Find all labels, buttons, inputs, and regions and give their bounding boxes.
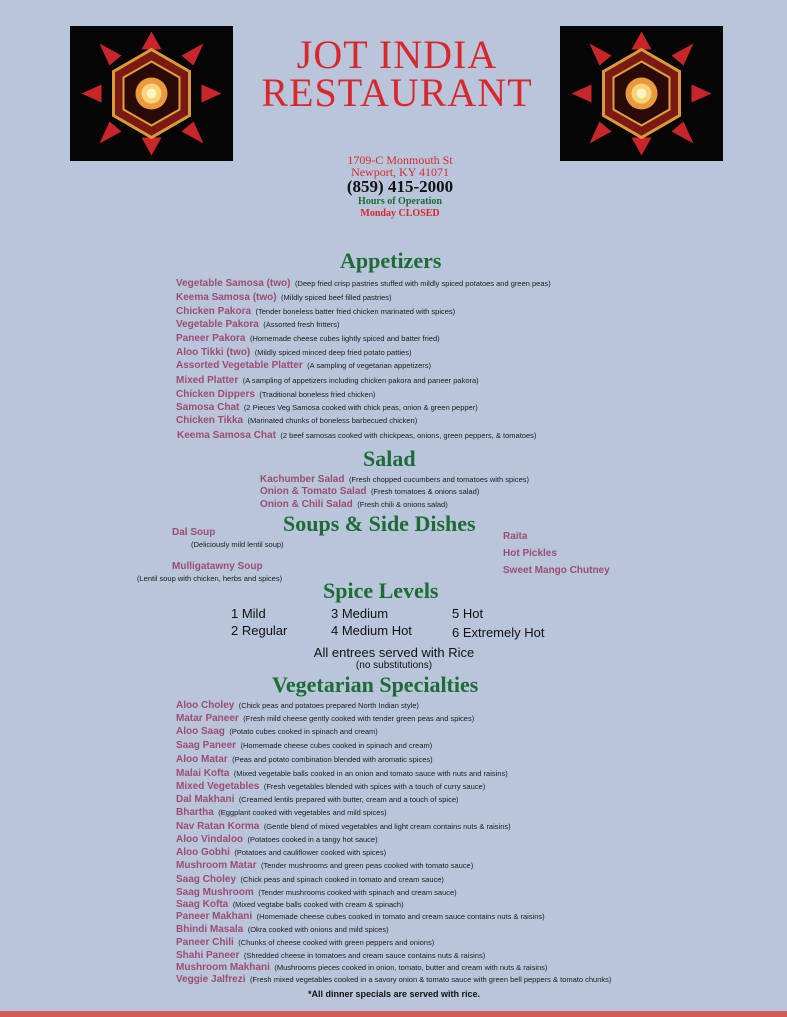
- item-name: Chicken Dippers: [176, 389, 255, 400]
- item-name: Mixed Vegetables: [176, 781, 260, 792]
- item-name: Saag Choley: [176, 874, 237, 885]
- spice-level-5: 5 Hot: [452, 606, 484, 621]
- item-desc: (Tender mushrooms cooked with spinach and cream sauce): [258, 888, 457, 897]
- item-desc: (Shredded cheese in tomatoes and cream sauce contains nuts & raisins): [243, 951, 486, 960]
- item-desc: (Marinated chunks of boneless barbecued chicken): [247, 416, 418, 425]
- dal-soup-desc: (Deliciously mild lentil soup): [191, 540, 284, 549]
- item-name: Chicken Tikka: [176, 415, 244, 426]
- address-city: Newport, KY 41071: [351, 165, 449, 179]
- item-name: Paneer Makhani: [176, 911, 253, 922]
- mulligatawny-soup-name: Mulligatawny Soup: [172, 561, 263, 572]
- menu-item: [176, 412, 417, 427]
- item-name: Chicken Pakora: [176, 306, 252, 317]
- item-desc: (Eggplant cooked with vegetables and mild spices): [218, 808, 387, 817]
- item-name: Bhartha: [176, 807, 214, 818]
- item-name: Onion & Chili Salad: [260, 499, 353, 510]
- menu-item: [260, 496, 448, 511]
- item-desc: (Mixed vegetable balls cooked in an onion and tomato sauce with nuts and raisins): [233, 769, 508, 778]
- menu-item: [176, 723, 378, 738]
- mulligatawny-soup-desc: (Lentil soup with chicken, herbs and spices): [137, 574, 283, 583]
- item-name: Veggie Jalfrezi: [176, 974, 246, 985]
- item-desc: (2 Pieces Veg Samosa cooked with chick peas, onion & green pepper): [243, 403, 478, 412]
- item-name: Matar Paneer: [176, 713, 239, 724]
- phone-number[interactable]: (859) 415-2000: [346, 177, 454, 196]
- side-hot-pickles: Hot Pickles: [503, 548, 557, 559]
- item-name: Keema Samosa (two): [176, 292, 277, 303]
- bottom-border: [0, 1011, 787, 1017]
- item-name: Aloo Choley: [176, 700, 235, 711]
- item-desc: (Tender mushrooms and green peas cooked with tomato sauce): [261, 861, 474, 870]
- item-name: Saag Kofta: [176, 899, 229, 910]
- item-desc: (A sampling of appetizers including chicken pakora and paneer pakora): [242, 376, 479, 385]
- menu-item: [176, 289, 392, 304]
- item-name: Saag Mushroom: [176, 887, 254, 898]
- appetizers-heading: Appetizers: [340, 248, 442, 273]
- spice-level-2: 2 Regular: [231, 623, 288, 638]
- item-name: Dal Makhani: [176, 794, 235, 805]
- item-name: Mixed Platter: [176, 375, 239, 386]
- mandala-lamp-icon: [560, 26, 723, 161]
- item-desc: (Mildly spiced minced deep fried potato patties): [254, 348, 412, 357]
- no-substitutions-note: (no substitutions): [355, 660, 433, 671]
- menu-item: [176, 751, 433, 766]
- item-name: Keema Samosa Chat: [177, 430, 276, 441]
- menu-item: [176, 971, 611, 986]
- restaurant-title-line2: RESTAURANT: [261, 70, 533, 115]
- vegetarian-heading: Vegetarian Specialties: [272, 672, 479, 697]
- spice-level-1: 1 Mild: [231, 606, 266, 621]
- item-name: Saag Paneer: [176, 740, 237, 751]
- item-desc: (Chunks of cheese cooked with green peppers and onions): [238, 938, 435, 947]
- item-desc: (Chick peas and potatoes prepared North Indian style): [238, 701, 419, 710]
- item-name: Aloo Matar: [176, 754, 228, 765]
- item-name: Aloo Gobhi: [176, 847, 230, 858]
- item-desc: (Traditional boneless fried chicken): [259, 390, 376, 399]
- closed-day: Monday CLOSED: [360, 208, 440, 219]
- item-name: Aloo Vindaloo: [176, 834, 244, 845]
- item-name: Aloo Tikki (two): [176, 347, 251, 358]
- item-desc: (2 beef samosas cooked with chickpeas, onions, green peppers, & tomatoes): [280, 431, 537, 440]
- item-desc: (Peas and potato combination blended with aromatic spices): [232, 755, 433, 764]
- dal-soup-name: Dal Soup: [172, 527, 216, 538]
- side-raita: Raita: [503, 531, 528, 542]
- item-desc: (Homemade cheese cubes cooked in tomato and cream sauce contains nuts & raisins): [256, 912, 545, 921]
- restaurant-title-line1: JOT INDIA: [296, 32, 498, 77]
- item-desc: (Homemade cheese cubes lightly spiced and batter fried): [249, 334, 440, 343]
- item-desc: (Deep fried crisp pastries stuffed with mildly spiced potatoes and green peas): [294, 279, 551, 288]
- menu-item: [176, 372, 479, 387]
- item-name: Paneer Pakora: [176, 333, 246, 344]
- menu-item: [177, 427, 536, 442]
- menu-item: [176, 857, 473, 872]
- menu-item: [176, 316, 340, 331]
- item-desc: (Potatoes cooked in a tangy hot sauce): [247, 835, 378, 844]
- item-desc: (Mushrooms pieces cooked in onion, tomato, butter and cream with nuts & raisins): [274, 963, 548, 972]
- item-name: Vegetable Samosa (two): [176, 278, 291, 289]
- item-name: Aloo Saag: [176, 726, 225, 737]
- address-street: 1709-C Monmouth St: [347, 153, 453, 167]
- spice-levels-heading: Spice Levels: [323, 578, 439, 603]
- item-name: Paneer Chili: [176, 937, 234, 948]
- spice-level-3: 3 Medium: [331, 606, 389, 621]
- decorative-emblem-right: [560, 26, 723, 161]
- dinner-specials-note: *All dinner specials are served with rice.: [307, 989, 481, 999]
- item-name: Shahi Paneer: [176, 950, 240, 961]
- item-desc: (Fresh mild cheese gently cooked with tender green peas and spices): [243, 714, 475, 723]
- hours-label: Hours of Operation: [358, 196, 442, 207]
- item-desc: (Homemade cheese cubes cooked in spinach and cream): [240, 741, 433, 750]
- spice-level-4: 4 Medium Hot: [331, 623, 412, 638]
- item-desc: (Fresh chili & onions salad): [357, 500, 448, 509]
- salad-heading: Salad: [363, 446, 416, 471]
- menu-item: [176, 804, 387, 819]
- item-name: Assorted Vegetable Platter: [176, 360, 303, 371]
- menu-item: [176, 357, 431, 372]
- side-mango-chutney: Sweet Mango Chutney: [503, 565, 610, 576]
- item-desc: (Potatoes and cauliflower cooked with spices): [234, 848, 387, 857]
- item-name: Vegetable Pakora: [176, 319, 259, 330]
- rice-note: All entrees served with Rice: [313, 645, 475, 660]
- item-name: Mushroom Makhani: [176, 962, 270, 973]
- item-desc: (Gentle blend of mixed vegetables and light cream contains nuts & raisins): [263, 822, 511, 831]
- item-desc: (Assorted fresh fritters): [263, 320, 340, 329]
- item-desc: (A sampling of vegetarian appetizers): [307, 361, 431, 370]
- item-name: Mushroom Matar: [176, 860, 257, 871]
- soups-heading: Soups & Side Dishes: [283, 511, 476, 536]
- item-desc: (Fresh mixed vegetables cooked in a savory onion & tomato sauce with green bell peppers & tomato chunks): [249, 975, 612, 984]
- decorative-emblem-left: [70, 26, 233, 161]
- item-name: Bhindi Masala: [176, 924, 244, 935]
- item-desc: (Fresh tomatoes & onions salad): [370, 487, 480, 496]
- item-name: Onion & Tomato Salad: [260, 486, 367, 497]
- mandala-lamp-icon: [70, 26, 233, 161]
- item-name: Samosa Chat: [176, 402, 240, 413]
- item-desc: (Mildly spiced beef filled pastries): [281, 293, 392, 302]
- spice-level-6: 6 Extremely Hot: [452, 625, 545, 640]
- menu-item: [176, 737, 432, 752]
- item-name: Kachumber Salad: [260, 474, 345, 485]
- item-desc: (Chick peas and spinach cooked in tomato and cream sauce): [240, 875, 444, 884]
- item-desc: (Tender boneless batter fried chicken marinated with spices): [255, 307, 456, 316]
- menu-item: [176, 275, 551, 290]
- item-name: Malai Kofta: [176, 768, 230, 779]
- item-desc: (Potato cubes cooked in spinach and cream): [229, 727, 378, 736]
- item-desc: (Fresh vegetables blended with spices with a touch of curry sauce): [263, 782, 486, 791]
- item-desc: (Mixed vegtabe balls cooked with cream & spinach): [232, 900, 404, 909]
- item-name: Nav Ratan Korma: [176, 821, 260, 832]
- item-desc: (Creamed lentils prepared with butter, cream and a touch of spice): [238, 795, 459, 804]
- menu-item: [176, 330, 440, 345]
- item-desc: (Fresh chopped cucumbers and tomatoes with spices): [348, 475, 530, 484]
- item-desc: (Okra cooked with onions and mild spices): [247, 925, 389, 934]
